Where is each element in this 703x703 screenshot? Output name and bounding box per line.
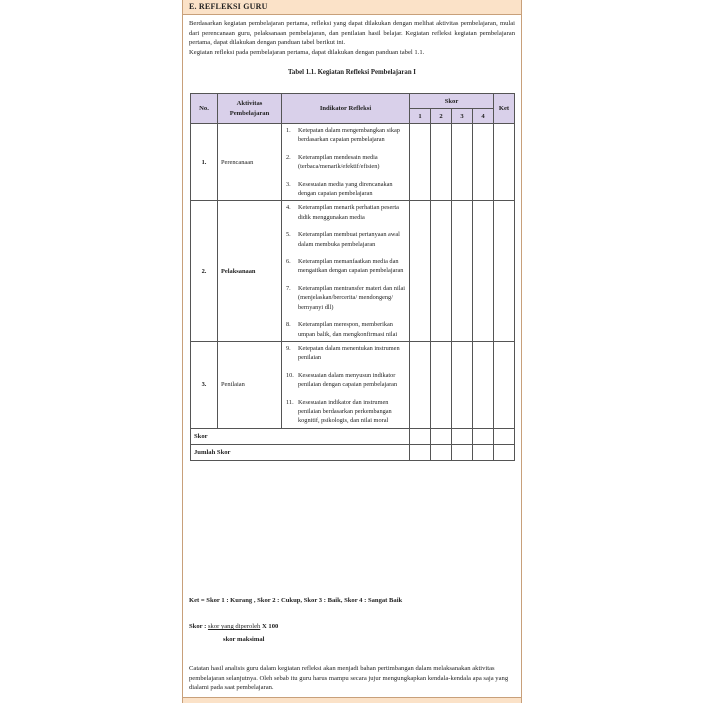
score-cell[interactable] <box>452 124 473 201</box>
ket-cell[interactable] <box>494 201 515 341</box>
formula-numerator: skor yang diperoleh <box>207 623 261 630</box>
header-skor-4: 4 <box>473 109 494 124</box>
score-cell[interactable] <box>431 444 452 460</box>
indicator-item: 6. Keterampilan memanfaatkan media dan mengaitkan dengan capaian pembelajaran <box>286 258 404 275</box>
score-cell[interactable] <box>473 428 494 444</box>
score-cell[interactable] <box>431 341 452 428</box>
header-skor-3: 3 <box>452 109 473 124</box>
indicator-item: 11. Kesesuaian indikator dan instrumen penilaian berdasarkan perkembangan kognitif, psikologis, dan nilai moral <box>286 398 392 425</box>
score-cell[interactable] <box>410 124 431 201</box>
row-aktivitas: Perencanaan <box>218 124 282 201</box>
header-skor-1: 1 <box>410 109 431 124</box>
score-cell[interactable] <box>473 444 494 460</box>
closing-paragraph: Catatan hasil analisis guru dalam kegiatan refleksi akan menjadi bahan pertimbangan dalam melaksanakan aktivitas pembelajaran selanjutnya. Oleh sebab itu guru harus mampu secara jujur mengungkapkan kendala-kendala apa saja yang dialami pada saat pembelajaran. <box>189 665 509 691</box>
score-cell[interactable] <box>452 201 473 341</box>
section-title: E. REFLEKSI GURU <box>183 0 521 15</box>
score-cell[interactable] <box>473 341 494 428</box>
score-cell[interactable] <box>431 124 452 201</box>
score-cell[interactable] <box>452 341 473 428</box>
header-no: No. <box>191 94 218 124</box>
indicator-item: 8. Keterampilan merespon, memberikan umpan balik, dan mengkonfirmasi nilai <box>286 321 398 338</box>
table-row-skor <box>191 428 515 444</box>
jumlah-skor-label: Jumlah Skor <box>191 444 410 460</box>
header-aktivitas: Aktivitas Pembelajaran <box>218 94 282 124</box>
formula-denominator: skor maksimal <box>223 636 265 643</box>
table-row-penilaian <box>191 341 515 428</box>
table-row-perencanaan <box>191 124 515 201</box>
table-caption: Tabel 1.1. Kegiatan Refleksi Pembelajaran I <box>288 69 416 76</box>
indicator-list <box>282 341 410 428</box>
indicator-item: 7. Keterampilan mentransfer materi dan nilai (menjelaskan/bercerita/ mendongeng/ bernyanyi dll) <box>286 284 406 311</box>
header-ket: Ket <box>494 94 515 124</box>
indicator-item: 4. Keterampilan menarik perhatian peserta didik menggunakan media <box>286 204 399 221</box>
intro-paragraph-2: Kegiatan refleksi pada pembelajaran pertama, dapat dilakukan dengan panduan tabel 1.1. <box>189 48 425 56</box>
score-formula <box>189 623 278 630</box>
row-aktivitas: Pelaksanaan <box>218 201 282 341</box>
indicator-list <box>282 124 410 201</box>
row-no: 1. <box>191 124 218 201</box>
indicator-item: 10. Kesesuaian dalam menyusun indikator penilaian dengan capaian pembelajaran <box>286 371 398 389</box>
indicator-item: 5. Keterampilan membuat pertanyaan awal dalam membuka pembelajaran <box>286 231 400 248</box>
indicator-list <box>282 201 410 341</box>
score-cell[interactable] <box>431 201 452 341</box>
row-aktivitas: Penilaian <box>218 341 282 428</box>
score-cell[interactable] <box>410 428 431 444</box>
row-no: 2. <box>191 201 218 341</box>
row-no: 3. <box>191 341 218 428</box>
table-row-jumlah-skor <box>191 444 515 460</box>
formula-multiplier: X 100 <box>261 623 279 630</box>
ket-cell[interactable] <box>494 341 515 428</box>
score-cell[interactable] <box>410 341 431 428</box>
skor-label: Skor <box>191 428 410 444</box>
indicator-item: 9. Ketepatan dalam menentukan instrumen penilaian <box>286 344 400 362</box>
header-skor: Skor <box>410 94 494 109</box>
ket-cell[interactable] <box>494 124 515 201</box>
score-cell[interactable] <box>410 444 431 460</box>
indicator-item: 3. Kesesuaian media yang direncanakan dengan capaian pembelajaran <box>286 180 393 198</box>
intro-paragraph: Berdasarkan kegiatan pembelajaran pertama, refleksi yang dapat dilakukan dengan melihat aktivitas pembelajaran, mulai dari perencanaan guru, pelaksanaan pembelajaran, dan penilaian hasil belajar. Kegiatan refleksi kegiatan pembelajaran pertama, dapat dilakukan dengan panduan tabel berikut ini. <box>189 20 515 46</box>
page-bottom-bar <box>183 697 521 703</box>
score-cell[interactable] <box>452 428 473 444</box>
indicator-item: 1. Ketepatan dalam mengembangkan sikap berdasarkan capaian pembelajaran <box>286 127 400 144</box>
reflection-table <box>190 93 515 461</box>
indicator-item: 2. Keterampilan mendesain media (terbaca/menarik/efektif/efisien) <box>286 153 380 171</box>
score-cell[interactable] <box>431 428 452 444</box>
score-cell[interactable] <box>452 444 473 460</box>
score-cell[interactable] <box>473 124 494 201</box>
table-row-pelaksanaan <box>191 201 515 341</box>
score-legend: Ket = Skor 1 : Kurang , Skor 2 : Cukup, Skor 3 : Baik, Skor 4 : Sangat Baik <box>189 597 403 604</box>
header-indikator: Indikator Refleksi <box>282 94 410 124</box>
score-cell[interactable] <box>473 201 494 341</box>
formula-label: Skor : <box>189 623 207 630</box>
document-page <box>182 0 522 703</box>
ket-cell[interactable] <box>494 428 515 444</box>
ket-cell[interactable] <box>494 444 515 460</box>
header-skor-2: 2 <box>431 109 452 124</box>
score-cell[interactable] <box>410 201 431 341</box>
